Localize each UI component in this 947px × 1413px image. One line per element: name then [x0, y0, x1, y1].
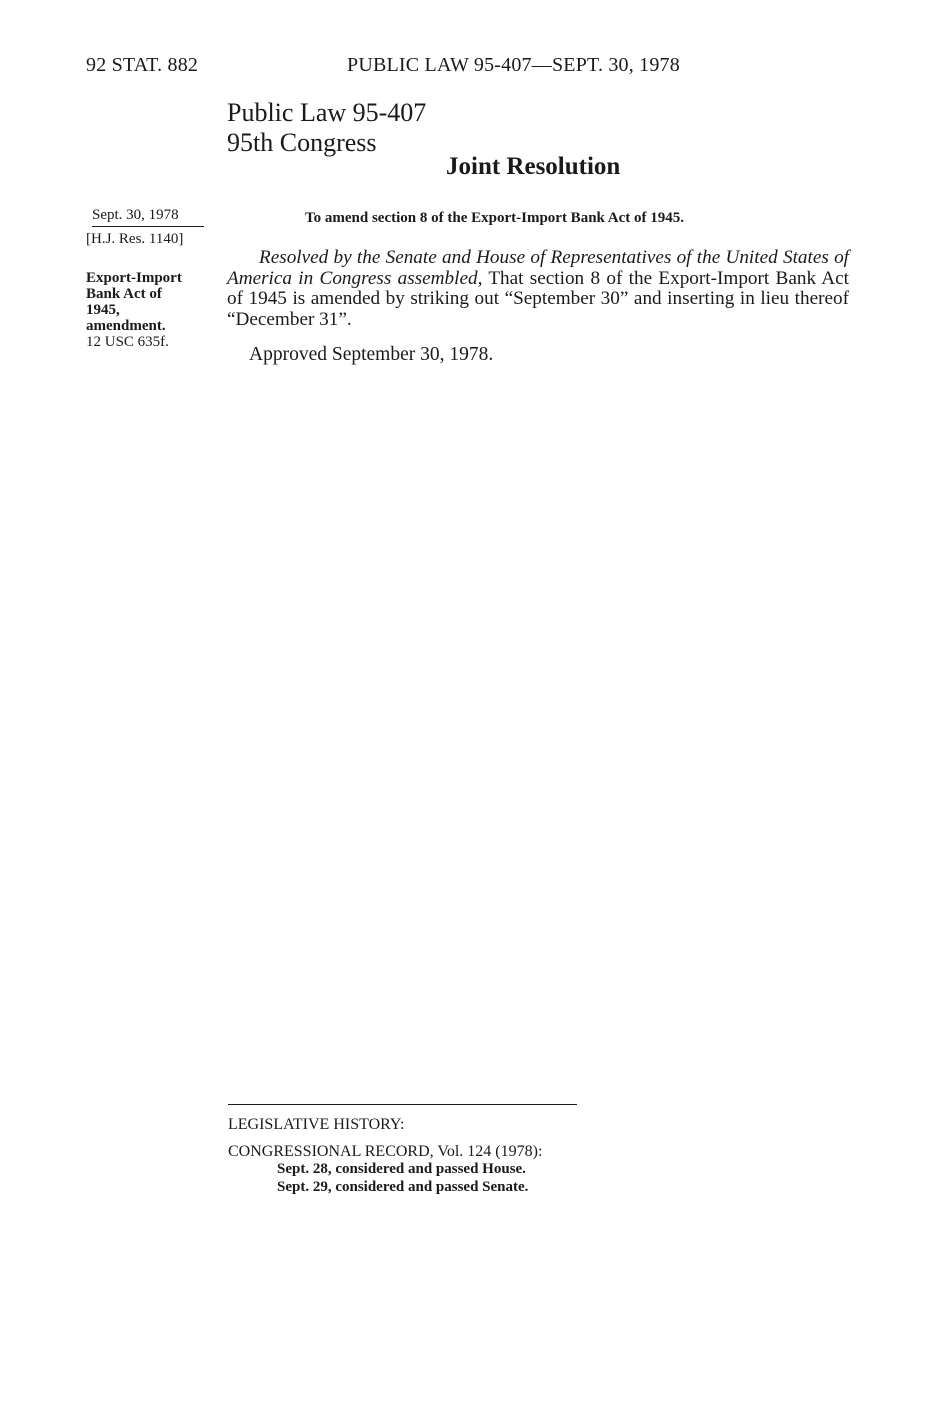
margin-citation: 12 USC 635f. [86, 334, 169, 350]
footnote-divider [228, 1104, 577, 1105]
page-number: 92 STAT. 882 [86, 54, 199, 76]
history-entry: Sept. 29, considered and passed Senate. [277, 1179, 529, 1195]
law-number: Public Law 95-407 [227, 98, 427, 127]
congress-label: 95th Congress [227, 128, 377, 157]
margin-notes [86, 270, 182, 350]
margin-note-line: amendment. [86, 318, 166, 334]
running-head-title: PUBLIC LAW 95-407—SEPT. 30, 1978 [347, 54, 680, 76]
history-entry: Sept. 28, considered and passed House. [277, 1161, 526, 1177]
congressional-record-line: CONGRESSIONAL RECORD, Vol. 124 (1978): [228, 1143, 543, 1160]
resolution-text: That section 8 of the Export-Import Bank Act of 1945 is amended by striking out “September 30” and inserting in lieu thereof “December 31”. [227, 267, 849, 330]
enacting-clause: Resolved by the Senate and House of Representatives of the United States of America in Congress assembled, [227, 247, 849, 289]
margin-date: Sept. 30, 1978 [92, 207, 204, 227]
legislative-history-heading: LEGISLATIVE HISTORY: [228, 1116, 405, 1133]
margin-note-line: 1945, [86, 302, 120, 318]
resolution-paragraph [227, 248, 849, 330]
purpose-statement: To amend section 8 of the Export-Import Bank Act of 1945. [305, 210, 685, 226]
margin-note-line: Export-Import [86, 270, 182, 286]
margin-bill-number: [H.J. Res. 1140] [86, 231, 184, 247]
margin-note-line: Bank Act of [86, 286, 162, 302]
approval-line: Approved September 30, 1978. [249, 344, 494, 365]
document-type-heading: Joint Resolution [446, 153, 621, 180]
